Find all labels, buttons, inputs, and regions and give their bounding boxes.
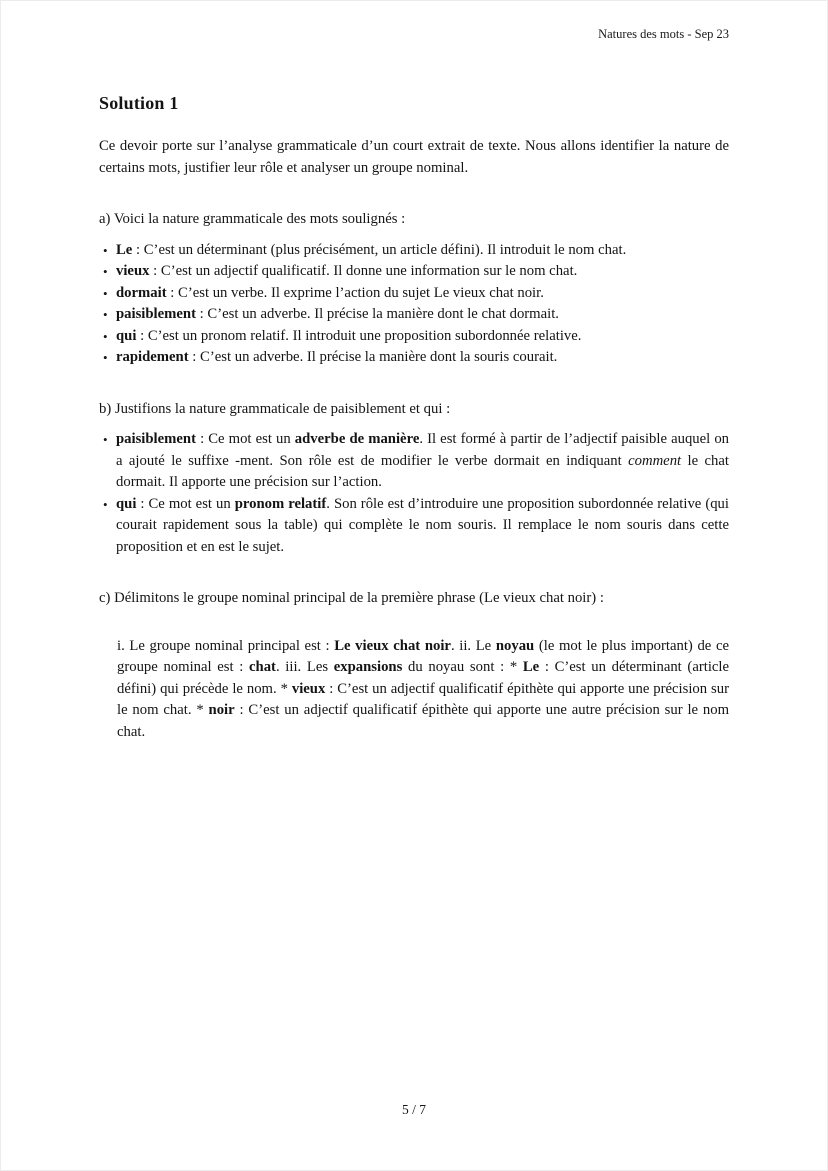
page-number: 5 / 7 bbox=[401, 1102, 426, 1117]
page-footer bbox=[1, 1102, 827, 1118]
document-content bbox=[99, 93, 729, 743]
section-b-list bbox=[99, 429, 729, 558]
list-item: • qui : Ce mot est un pronom relatif. Son rôle est d’introduire une proposition subordonnée relative (qui courait rapidement sous la table) qui complète le nom souris. Il remplace le nom souris dans cette proposition et en est le sujet. bbox=[116, 494, 729, 559]
intro-paragraph: Ce devoir porte sur l’analyse grammaticale d’un court extrait de texte. Nous allons identifier la nature de certains mots, justifier leur rôle et analyser un groupe nominal. bbox=[99, 138, 729, 176]
section-c-paragraph: i. Le groupe nominal principal est : Le vieux chat noir. ii. Le noyau (le mot le plus important) de ce groupe nominal est : chat. iii. Les expansions du noyau sont : * Le : C’est un déterminant (article défini) qui précède le nom. * vieux : C’est un adjectif qualificatif épithète qui apporte une précision sur le nom chat. * noir : C’est un adjectif qualificatif épithète qui apporte une autre précision sur le nom chat. bbox=[117, 637, 730, 740]
header-text: Natures des mots - Sep 23 bbox=[598, 27, 729, 41]
list-item: • paisiblement : C’est un adverbe. Il précise la manière dont le chat dormait. bbox=[116, 304, 729, 326]
list-item: • Le : C’est un déterminant (plus précisément, un article défini). Il introduit le nom chat. bbox=[116, 240, 729, 262]
list-item: • rapidement : C’est un adverbe. Il précise la manière dont la souris courait. bbox=[116, 347, 729, 369]
section-a-list bbox=[99, 240, 729, 369]
solution-title: Solution 1 bbox=[99, 93, 179, 113]
page-header bbox=[598, 27, 729, 42]
list-item: • qui : C’est un pronom relatif. Il introduit une proposition subordonnée relative. bbox=[116, 326, 729, 348]
section-c-heading: c) Délimitons le groupe nominal principal de la première phrase (Le vieux chat noir) : bbox=[99, 590, 604, 606]
section-b-heading: b) Justifions la nature grammaticale de paisiblement et qui : bbox=[99, 400, 451, 417]
list-item: • dormait : C’est un verbe. Il exprime l’action du sujet Le vieux chat noir. bbox=[116, 283, 729, 305]
list-item: • vieux : C’est un adjectif qualificatif. Il donne une information sur le nom chat. bbox=[116, 261, 729, 283]
list-item: • paisiblement : Ce mot est un adverbe de manière. Il est formé à partir de l’adjectif paisible auquel on a ajouté le suffixe -ment. Son rôle est de modifier le verbe dormait en indiquant comment le chat dormait. Il apporte une précision sur l’action. bbox=[116, 429, 729, 494]
section-a-heading: a) Voici la nature grammaticale des mots soulignés : bbox=[99, 211, 406, 227]
